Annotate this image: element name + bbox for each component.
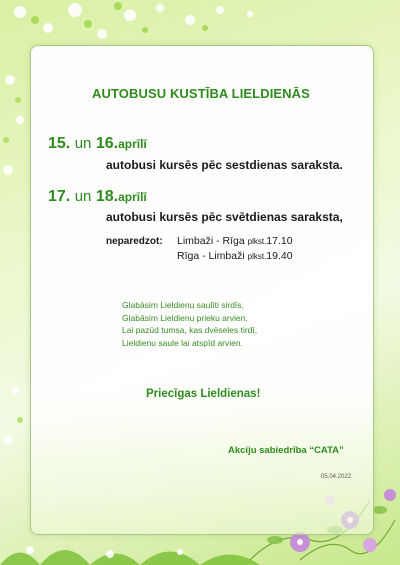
content-frame — [30, 45, 374, 535]
poem-line: Lieldienu saule lai atspīd arvien. — [122, 337, 243, 348]
schedule-text-sunday: autobusi kursēs pēc svētdienas saraksta, — [106, 210, 343, 224]
date-line-15-16: 15. un 16.aprīlī — [48, 135, 147, 152]
company-signature: Akciju sabiedrība “CATA” — [228, 445, 344, 456]
easter-poem — [122, 299, 257, 349]
exception-label: neparedzot: — [106, 236, 163, 247]
route-line: Rīga - Limbaži plkst.19.40 — [177, 250, 293, 262]
schedule-text-saturday: autobusi kursēs pēc sestdienas saraksta. — [106, 158, 343, 172]
page-title: AUTOBUSU KUSTĪBA LIELDIENĀS — [92, 86, 310, 101]
poem-line: Glabāsim Lieldienu prieku arvien. — [122, 312, 248, 323]
document-date: 05.04.2022 — [321, 474, 352, 480]
route-line: Limbaži - Rīga plkst.17.10 — [177, 235, 293, 247]
poem-line: Lai pazūd tumsa, kas dvēseles tirdī, — [122, 325, 258, 335]
date-line-17-18: 17. un 18.aprīlī — [48, 188, 147, 205]
easter-greeting: Priecīgas Lieldienas! — [146, 388, 261, 400]
flower-decoration-left — [0, 60, 30, 480]
poem-line: Glabāsim Lieldienu saulīti sirdīs, — [122, 300, 244, 310]
